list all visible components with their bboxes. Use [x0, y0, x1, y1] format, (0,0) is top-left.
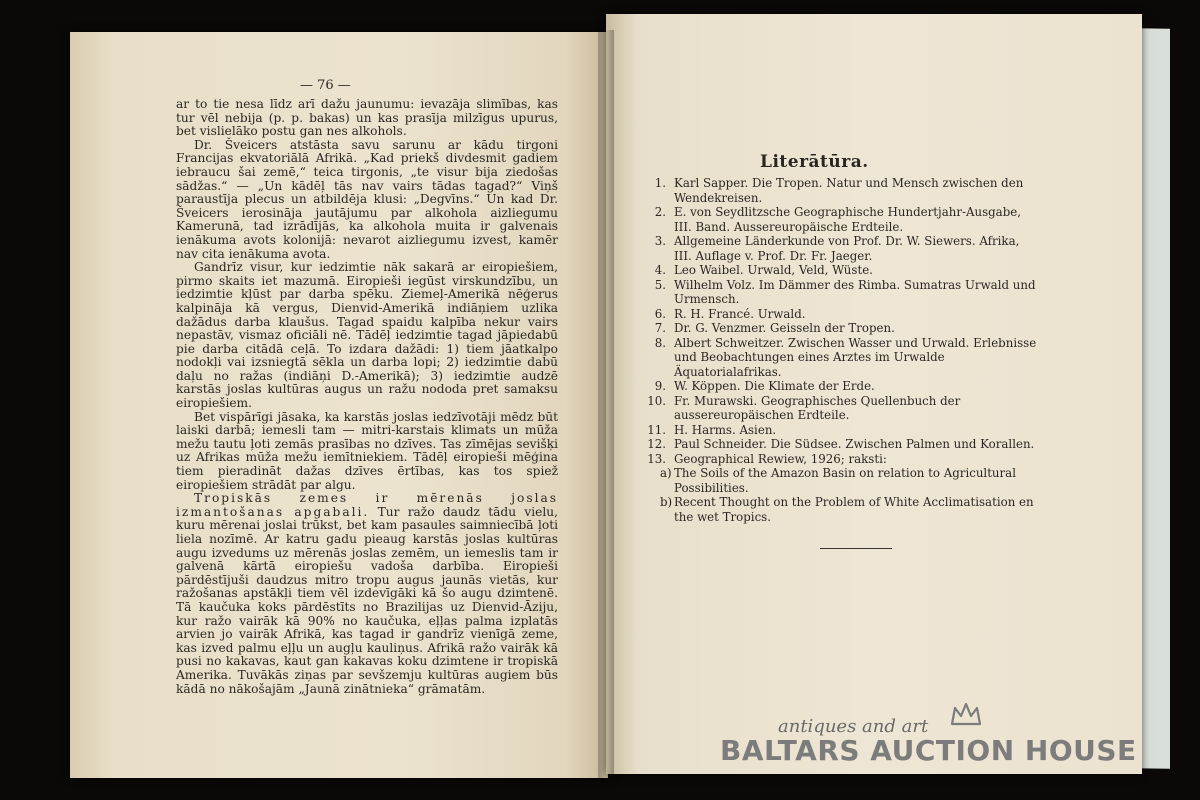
item-number: 12. [647, 437, 666, 451]
crown-icon [950, 702, 982, 728]
item-number: 6. [654, 306, 666, 321]
item-text: Leo Waibel. Urwald, Veld, Wüste. [674, 263, 873, 277]
paragraph: Gandrīz visur, kur iedzimtie nāk sakarā ar eiropiešiem, pirmo skaits iet mazumā. Eiropieši iegūst virskundzību, un iedzimtie kļūst par darba spēku. Ziemeļ-Amerikā nēģerus kalpināja kā vergus, Dienvid-Amerikā indiāņiem uzlika dažādus darba klaušus. Tagad spaidu kalpība nekur vairs nepastāv, vismaz oficiāli nē. Tādēļ iedzimtie tagad jāpiedabū pie darba citādā ceļā. To izdara dažādi: 1) tiem jāatkalpo nodokļi vai izsniegtā sēkla un darba lopi; 2) iedzimtie dabū daļu no ražas (indiāņi D.-Amerikā); 3) iedzimtie audzē karstās joslas kultūras augus un ražu nododa pret samaksu eiropiešiem. [176, 260, 558, 411]
item-text: Allgemeine Länderkunde von Prof. Dr. W. Siewers. Afrika, III. Auflage v. Prof. Dr. Fr. Jaeger. [674, 234, 1020, 263]
item-number: 2. [654, 205, 666, 219]
list-item [640, 336, 1040, 380]
item-text: R. H. Francé. Urwald. [674, 306, 806, 321]
paragraph: Bet vispārīgi jāsaka, ka karstās joslas iedzīvotāji mēdz būt laiski darbā; iemesli tam — mitri-karstais klimats un mūža mežu tautu ļoti zemās prasības no dzīves. Tas zīmējas sevišķi uz Afrikas mūža mežu iemītniekiem. Tādēļ eiropieši mēģina tiem pieradināt dažas dzīves ērtības, kas tos spiež eiropiešiem strādāt par algu. [176, 409, 558, 492]
item-number: 10. [647, 393, 666, 408]
list-item [640, 437, 1040, 452]
list-item [640, 278, 1040, 307]
item-text: E. von Seydlitzsche Geographische Hundertjahr-Ausgabe, III. Band. Aussereuropäische Erdteile. [674, 205, 1021, 234]
paragraph [176, 492, 558, 696]
subitem-letter: b) [660, 495, 673, 509]
item-text: H. Harms. Asien. [674, 422, 777, 437]
list-item [640, 321, 1040, 336]
item-text: Fr. Murawski. Geographisches Quellenbuch der aussereuropäischen Erdteile. [674, 393, 961, 422]
list-item [640, 234, 1040, 263]
book-gutter [598, 30, 614, 780]
item-text: Karl Sapper. Die Tropen. Natur und Mensch zwischen den Wendekreisen. [674, 176, 1024, 205]
paragraph-rest: Tur ražo daudz tādu vielu, kuru mērenai joslai trūkst, bet kam pasaules saimniecībā ļoti liela nozīmē. Ar katru gadu pieaug karstās joslas kultūras augu izvedums uz mērenās joslas zemēm, un iemeslis tam ir galvenā kārtā eiropiešu vadoša darbība. Eiropieši pārdēstījuši daudzus mitro tropu augus jaunās vietās, kur ražošanas apstākļi tiem vēl izdevīgāki kā šo augu dzimtenē. Tā kaučuka koks pārdēstīts no Brazilijas uz Dienvid-Āziju, kur ražo vairāk kā 90% no kaučuka, eļļas palma izplatās arvien jo vairāk Afrikā, kas tagad ir gandrīz vienīgā zeme, kas izved palmu eļļu un augļu kauliņus. Afrikā ražo vairāk kā pusi no kakavas, kaut gan kakavas koku dzimtene ir tropiskā Amerika. Tuvākās ziņas par sevšzemju kultūras augiem būs kādā no nākošajām „Jaunā zinātnieka“ grāmatām. [176, 504, 558, 696]
literature-list [640, 176, 1040, 524]
paragraph: ar to tie nesa līdz arī dažu jaunumu: ievazāja slimības, kas tur vēl nebija (p. p. bakas) un kas prasīja milzīgus upurus, bet vislielāko postu gan nes alkohols. [176, 97, 558, 139]
item-text: Wilhelm Volz. Im Dämmer des Rimba. Sumatras Urwald und Urmensch. [674, 277, 1036, 306]
item-text: Geographical Rewiew, 1926; raksti: [674, 451, 887, 466]
paragraph: Dr. Šveicers atstāsta savu sarunu ar kādu tirgoni Francijas ekvatoriālā Afrikā. „Kad priekš divdesmit gadiem iebraucu šai zemē,“ teica tirgonis, „te visur bija ziedošas sādžas.“ — „Un kādēļ tās nav vairs tādas tagad?“ Viņš paraustīja plecus un atbildēja klusi: „Degvīns.“ Un kad Dr. Šveicers ierosināja jautājumu par alkohola aizliegumu Kamerunā, tad izrādījās, ka alkohola muita ir galvenais ienākuma avots kolonijā: nevarot aizliegumu izvest, kamēr nav cita ienākuma avota. [176, 137, 558, 261]
subitem-text: Recent Thought on the Problem of White Acclimatisation en the wet Tropics. [674, 495, 1034, 524]
list-item [640, 263, 1040, 278]
list-item [640, 423, 1040, 438]
item-number: 3. [654, 234, 666, 248]
item-number: 4. [654, 263, 666, 277]
item-number: 5. [654, 277, 666, 292]
item-number: 13. [647, 451, 666, 466]
item-number: 8. [654, 335, 666, 350]
subitem-text: The Soils of the Amazon Basin on relation to Agricultural Possibilities. [674, 466, 1016, 495]
item-number: 1. [654, 176, 666, 190]
item-number: 9. [654, 379, 666, 393]
list-item [640, 379, 1040, 394]
spaced-lead: Tropiskās zemes ir mērenās joslas izmantošanas apgabali. [176, 491, 558, 519]
item-text: Dr. G. Venzmer. Geisseln der Tropen. [674, 321, 895, 335]
item-text: Paul Schneider. Die Südsee. Zwischen Palmen und Korallen. [674, 437, 1035, 451]
item-number: 7. [654, 321, 666, 335]
item-number: 11. [647, 422, 666, 437]
item-text: Albert Schweitzer. Zwischen Wasser und Urwald. Erlebnisse und Beobachtungen eines Arztes im Urwalde Äquatorialafrikas. [674, 335, 1037, 379]
literature-title: Literātūra. [760, 152, 869, 172]
list-item [640, 176, 1040, 205]
left-page-text [176, 98, 558, 696]
list-item [640, 307, 1040, 322]
list-item [640, 452, 1040, 467]
subitem-letter: a) [660, 466, 672, 480]
watermark-tagline: antiques and art [778, 716, 929, 737]
watermark-brand: BALTARS AUCTION HOUSE [720, 734, 1137, 767]
list-subitem [640, 495, 1040, 524]
list-item [640, 394, 1040, 423]
item-text: W. Köppen. Die Klimate der Erde. [674, 379, 875, 393]
end-rule [820, 548, 892, 549]
page-number: — 76 — [300, 78, 351, 93]
list-subitem [640, 466, 1040, 495]
list-item [640, 205, 1040, 234]
